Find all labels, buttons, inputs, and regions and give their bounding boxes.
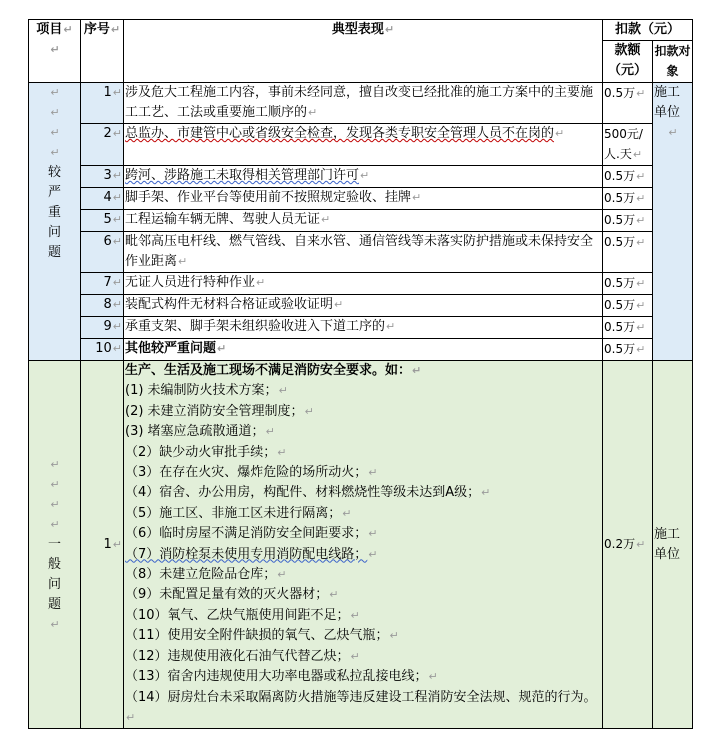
row-amount: 0.2万↵: [603, 361, 653, 729]
list-item: （3）在存在火灾、爆炸危险的场所动火；↵: [125, 465, 378, 481]
list-item: （12）违规使用液化石油气代替乙炔；↵: [125, 648, 360, 664]
header-row-1: [29, 20, 693, 41]
row-number: 4↵: [81, 188, 124, 210]
severe-row-3: [29, 166, 693, 188]
row-number: 9↵: [81, 317, 124, 339]
row-amount: 0.5万↵: [603, 295, 653, 317]
general-intro: 生产、生活及施工现场不满足消防安全要求。如：↵: [125, 363, 422, 378]
row-number: 2↵: [81, 124, 124, 166]
row-description: 承重支架、脚手架未组织验收进入下道工序的↵: [124, 317, 603, 339]
header-amount-cell: [603, 41, 653, 83]
list-item: （7）消防栓泵未使用专用消防配电线路；↵: [125, 546, 378, 562]
deduction-table: [28, 19, 693, 729]
row-number: 10↵: [81, 339, 124, 361]
list-item: （11）使用安全附件缺损的氧气、乙炔气瓶；↵: [125, 628, 399, 644]
severe-category-char: 重: [47, 205, 61, 220]
severe-row-5: [29, 210, 693, 232]
general-category-char: 题: [47, 596, 61, 612]
severe-row-10: [29, 339, 693, 361]
list-item: (2) 未建立消防安全管理制度；↵: [125, 403, 314, 419]
row-number: 8↵: [81, 295, 124, 317]
row-number: 1↵: [81, 361, 124, 729]
row-amount: 0.5万↵: [603, 232, 653, 273]
severe-category-char: 严: [47, 185, 61, 200]
general-description: [124, 361, 603, 729]
row-number: 7↵: [81, 273, 124, 295]
row-description: 总监办、市建管中心或省级安全检查，发现各类专职安全管理人员不在岗的↵: [124, 124, 603, 166]
header-deduction-cell: [603, 20, 693, 41]
general-target: 施工单位: [654, 526, 681, 562]
severe-row-2: [29, 124, 693, 166]
general-category-char: 问: [47, 576, 61, 592]
list-item: （6）临时房屋不满足消防安全间距要求；↵: [125, 526, 378, 542]
list-item: （4）宿舍、办公用房，构配件、材料燃烧性等级未达到A级；↵: [125, 485, 491, 501]
row-number: 5↵: [81, 210, 124, 232]
severe-target-cell: 施工单位 ↵: [653, 83, 693, 361]
severe-row-1: [29, 83, 693, 124]
severe-category-char: 题: [47, 245, 61, 260]
row-description: 涉及危大工程施工内容，事前未经同意，擅自改变已经批准的施工方案中的主要施工工艺、工法或重要施工顺序的↵: [124, 83, 603, 124]
row-description: 工程运输车辆无牌、驾驶人员无证↵: [124, 210, 603, 232]
severe-row-4: [29, 188, 693, 210]
row-amount: 0.5万↵: [603, 210, 653, 232]
row-amount: 0.5万↵: [603, 273, 653, 295]
severe-row-6: [29, 232, 693, 273]
general-row: [29, 361, 693, 729]
header-description-cell: 典型表现↵: [124, 20, 603, 83]
header-seq-cell: 序号↵: [81, 20, 124, 83]
header-deduction: 扣款（元）: [615, 22, 681, 37]
row-number: 6↵: [81, 232, 124, 273]
row-number: 3↵: [81, 166, 124, 188]
list-item: （9）未配置足量有效的灭火器材；↵: [125, 587, 339, 603]
general-category-cell: ↵ ↵ ↵ ↵ 一 般 问 题 ↵: [29, 361, 81, 729]
severe-target: 施工单位: [654, 85, 681, 120]
severe-row-7: [29, 273, 693, 295]
row-description: 毗邻高压电杆线、燃气管线、自来水管、通信管线等未落实防护措施或未保持安全作业距离↵: [124, 232, 603, 273]
row-amount: 500元/人.天↵: [603, 124, 653, 166]
severe-category-char: 问: [47, 225, 61, 240]
general-target-cell: [653, 361, 693, 729]
list-item: （13）宿舍内违规使用大功率电器或私拉乱接电线；↵: [125, 669, 438, 685]
row-amount: 0.5万↵: [603, 166, 653, 188]
row-description: 装配式构件无材料合格证或验收证明↵: [124, 295, 603, 317]
severe-category-cell: ↵ ↵ ↵ ↵ 较 严 重 问 题: [29, 83, 81, 361]
row-amount: 0.5万↵: [603, 188, 653, 210]
header-target: 扣款对象: [654, 44, 691, 78]
row-amount: 0.5万↵: [603, 317, 653, 339]
general-category-char: 一: [47, 536, 61, 552]
list-item: (3) 堵塞应急疏散通道；↵: [125, 424, 275, 440]
severe-category-char: 较: [47, 165, 61, 180]
general-category-char: 般: [47, 556, 61, 572]
row-description: 跨河、涉路施工未取得相关管理部门许可↵: [124, 166, 603, 188]
list-item: （2）缺少动火审批手续；↵: [125, 444, 287, 460]
header-amount: 款额（元）: [607, 43, 647, 78]
severe-row-8: [29, 295, 693, 317]
header-description: 典型表现: [331, 22, 384, 37]
header-project-cell: 项目↵ ↵: [29, 20, 81, 83]
list-item: （5）施工区、非施工区未进行隔离；↵: [125, 505, 352, 521]
row-amount: 0.5万↵: [603, 339, 653, 361]
header-target-cell: [653, 41, 693, 83]
row-description: 脚手架、作业平台等使用前不按照规定验收、挂牌↵: [124, 188, 603, 210]
header-project: 项目: [36, 22, 63, 37]
row-amount: 0.5万↵: [603, 83, 653, 124]
list-item: （14）厨房灶台未采取隔离防火措施等违反建设工程消防安全法规、规范的行为。↵: [125, 689, 597, 724]
list-item: （10）氧气、乙炔气瓶使用间距不足；↵: [125, 607, 360, 623]
header-seq: 序号: [83, 22, 110, 37]
list-item: (1) 未编制防火技术方案；↵: [125, 383, 288, 399]
row-number: 1↵: [81, 83, 124, 124]
severe-row-9: [29, 317, 693, 339]
row-description: 无证人员进行特种作业↵: [124, 273, 603, 295]
row-description: 其他较严重问题↵: [124, 339, 603, 361]
list-item: （8）未建立危险品仓库；↵: [125, 567, 287, 583]
